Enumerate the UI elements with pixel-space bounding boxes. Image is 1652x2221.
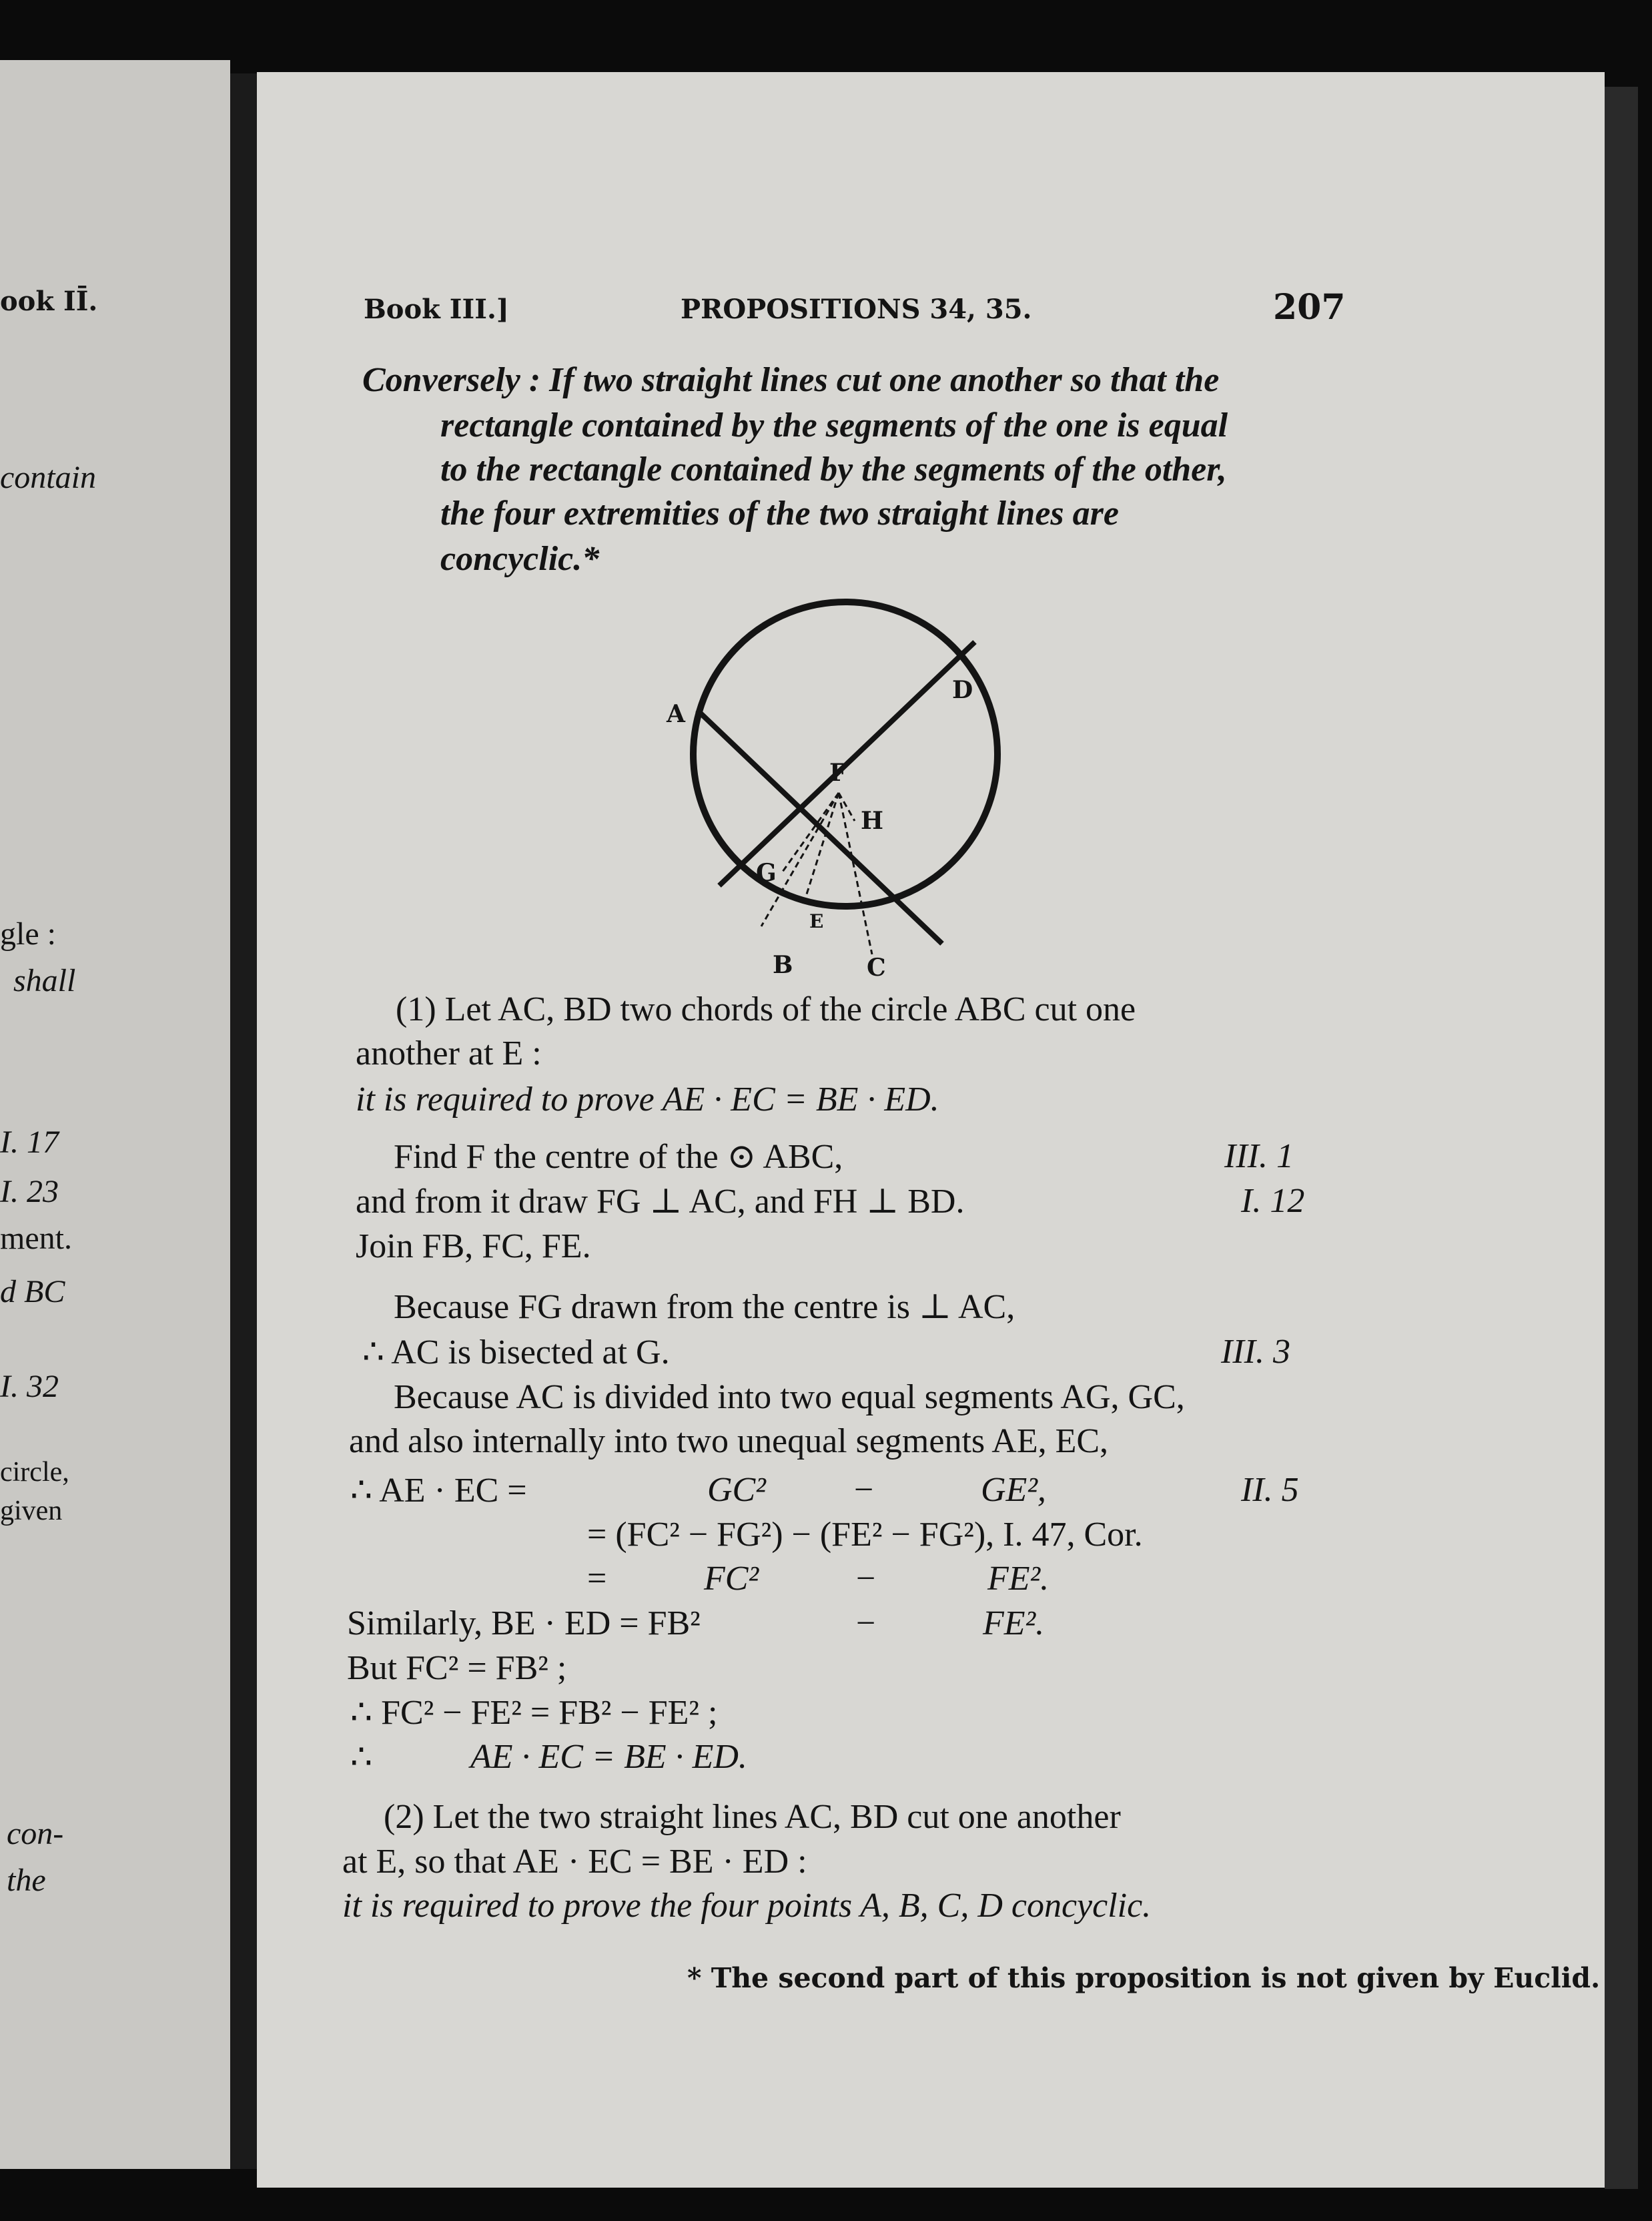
- left-fragment: I. 17: [0, 1125, 59, 1160]
- equation-term: FE².: [987, 1560, 1050, 1598]
- chord-bd: [719, 642, 975, 886]
- circle-diagram: [664, 573, 1011, 986]
- converse-line: Conversely : If two straight lines cut one another so that the: [362, 361, 1220, 399]
- equation-lhs: ∴ AE · EC =: [350, 1472, 527, 1510]
- circle-abc: [693, 602, 997, 906]
- left-fragment: contain: [0, 460, 96, 495]
- label-b: B: [773, 951, 793, 979]
- proof-line: it is required to prove the four points A, B, C, D concyclic.: [342, 1887, 1152, 1925]
- proof-line: (1) Let AC, BD two chords of the circle ABC cut one: [396, 990, 1136, 1028]
- label-e: E: [809, 910, 824, 932]
- equation-term: −: [856, 1560, 876, 1598]
- reference: II. 5: [1241, 1471, 1299, 1509]
- converse-line: concyclic.*: [440, 540, 600, 578]
- proof-line: Because FG drawn from the centre is ⊥ AC,: [394, 1288, 1015, 1326]
- label-f: F: [829, 759, 847, 787]
- equation-term: FE².: [983, 1604, 1045, 1642]
- footnote: * The second part of this proposition is not given by Euclid.: [687, 1962, 1601, 1994]
- equation-term: FC²: [704, 1560, 759, 1598]
- left-fragment: d BC: [0, 1274, 65, 1309]
- proof-line: at E, so that AE · EC = BE · ED :: [342, 1843, 807, 1881]
- equation-term: GE²,: [981, 1471, 1046, 1509]
- equation-line: AE · EC = BE · ED.: [470, 1738, 747, 1776]
- label-g: G: [756, 859, 777, 887]
- book-spine: [230, 73, 257, 2169]
- equation-term: GC²: [707, 1471, 766, 1509]
- running-head-title: PROPOSITIONS 34, 35.: [681, 294, 1032, 325]
- converse-line: to the rectangle contained by the segments of the other,: [440, 450, 1227, 489]
- equation-line: But FC² = FB² ;: [347, 1649, 567, 1687]
- label-c: C: [867, 954, 886, 982]
- chord-ac: [697, 710, 942, 944]
- left-fragment: given: [0, 1496, 63, 1526]
- book-page: [257, 72, 1605, 2188]
- reference: III. 1: [1224, 1137, 1294, 1175]
- left-page-header: ook IĪ.: [0, 286, 98, 317]
- left-page: [0, 60, 230, 2169]
- label-a: A: [667, 700, 685, 728]
- proof-line: Because AC is divided into two equal segments AG, GC,: [394, 1378, 1185, 1416]
- left-fragment: I. 23: [0, 1174, 59, 1209]
- proof-line: (2) Let the two straight lines AC, BD cut one another: [384, 1798, 1121, 1836]
- left-fragment: the: [7, 1863, 46, 1898]
- label-h: H: [861, 807, 884, 835]
- converse-line: rectangle contained by the segments of the one is equal: [440, 406, 1228, 444]
- proof-line: ∴ AC is bisected at G.: [362, 1333, 670, 1371]
- left-fragment: circle,: [0, 1457, 69, 1488]
- equation-line: Similarly, BE · ED = FB²: [347, 1604, 701, 1642]
- converse-label: Conversely :: [362, 361, 541, 399]
- equation-line: ∴ FC² − FE² = FB² − FE² ;: [350, 1694, 718, 1732]
- left-fragment: con-: [7, 1816, 64, 1851]
- reference: I. 12: [1241, 1182, 1305, 1220]
- proof-line: Join FB, FC, FE.: [356, 1227, 591, 1265]
- proof-line: and from it draw FG ⊥ AC, and FH ⊥ BD.: [356, 1183, 965, 1221]
- reference: III. 3: [1221, 1333, 1290, 1371]
- equation-line: = (FC² − FG²) − (FE² − FG²), I. 47, Cor.: [587, 1516, 1143, 1554]
- running-head-left: Book III.]: [364, 294, 509, 325]
- page-number: 207: [1273, 287, 1346, 328]
- left-fragment: gle :: [0, 916, 56, 952]
- left-fragment: shall: [13, 963, 76, 998]
- proof-line: and also internally into two unequal segments AE, EC,: [349, 1422, 1109, 1460]
- proof-line: it is required to prove AE · EC = BE · ED.: [356, 1080, 939, 1119]
- label-d: D: [952, 676, 973, 704]
- proof-line: another at E :: [356, 1034, 542, 1072]
- page-edge: [1605, 87, 1638, 2189]
- equation-term: −: [856, 1604, 876, 1642]
- left-fragment: I. 32: [0, 1369, 59, 1404]
- equation-term: ∴: [350, 1738, 373, 1777]
- converse-line: the four extremities of the two straight lines are: [440, 495, 1119, 533]
- equation-term: =: [587, 1560, 607, 1598]
- equation-term: −: [854, 1471, 874, 1509]
- left-fragment: ment.: [0, 1221, 72, 1256]
- proof-line: Find F the centre of the ⊙ ABC,: [394, 1138, 843, 1176]
